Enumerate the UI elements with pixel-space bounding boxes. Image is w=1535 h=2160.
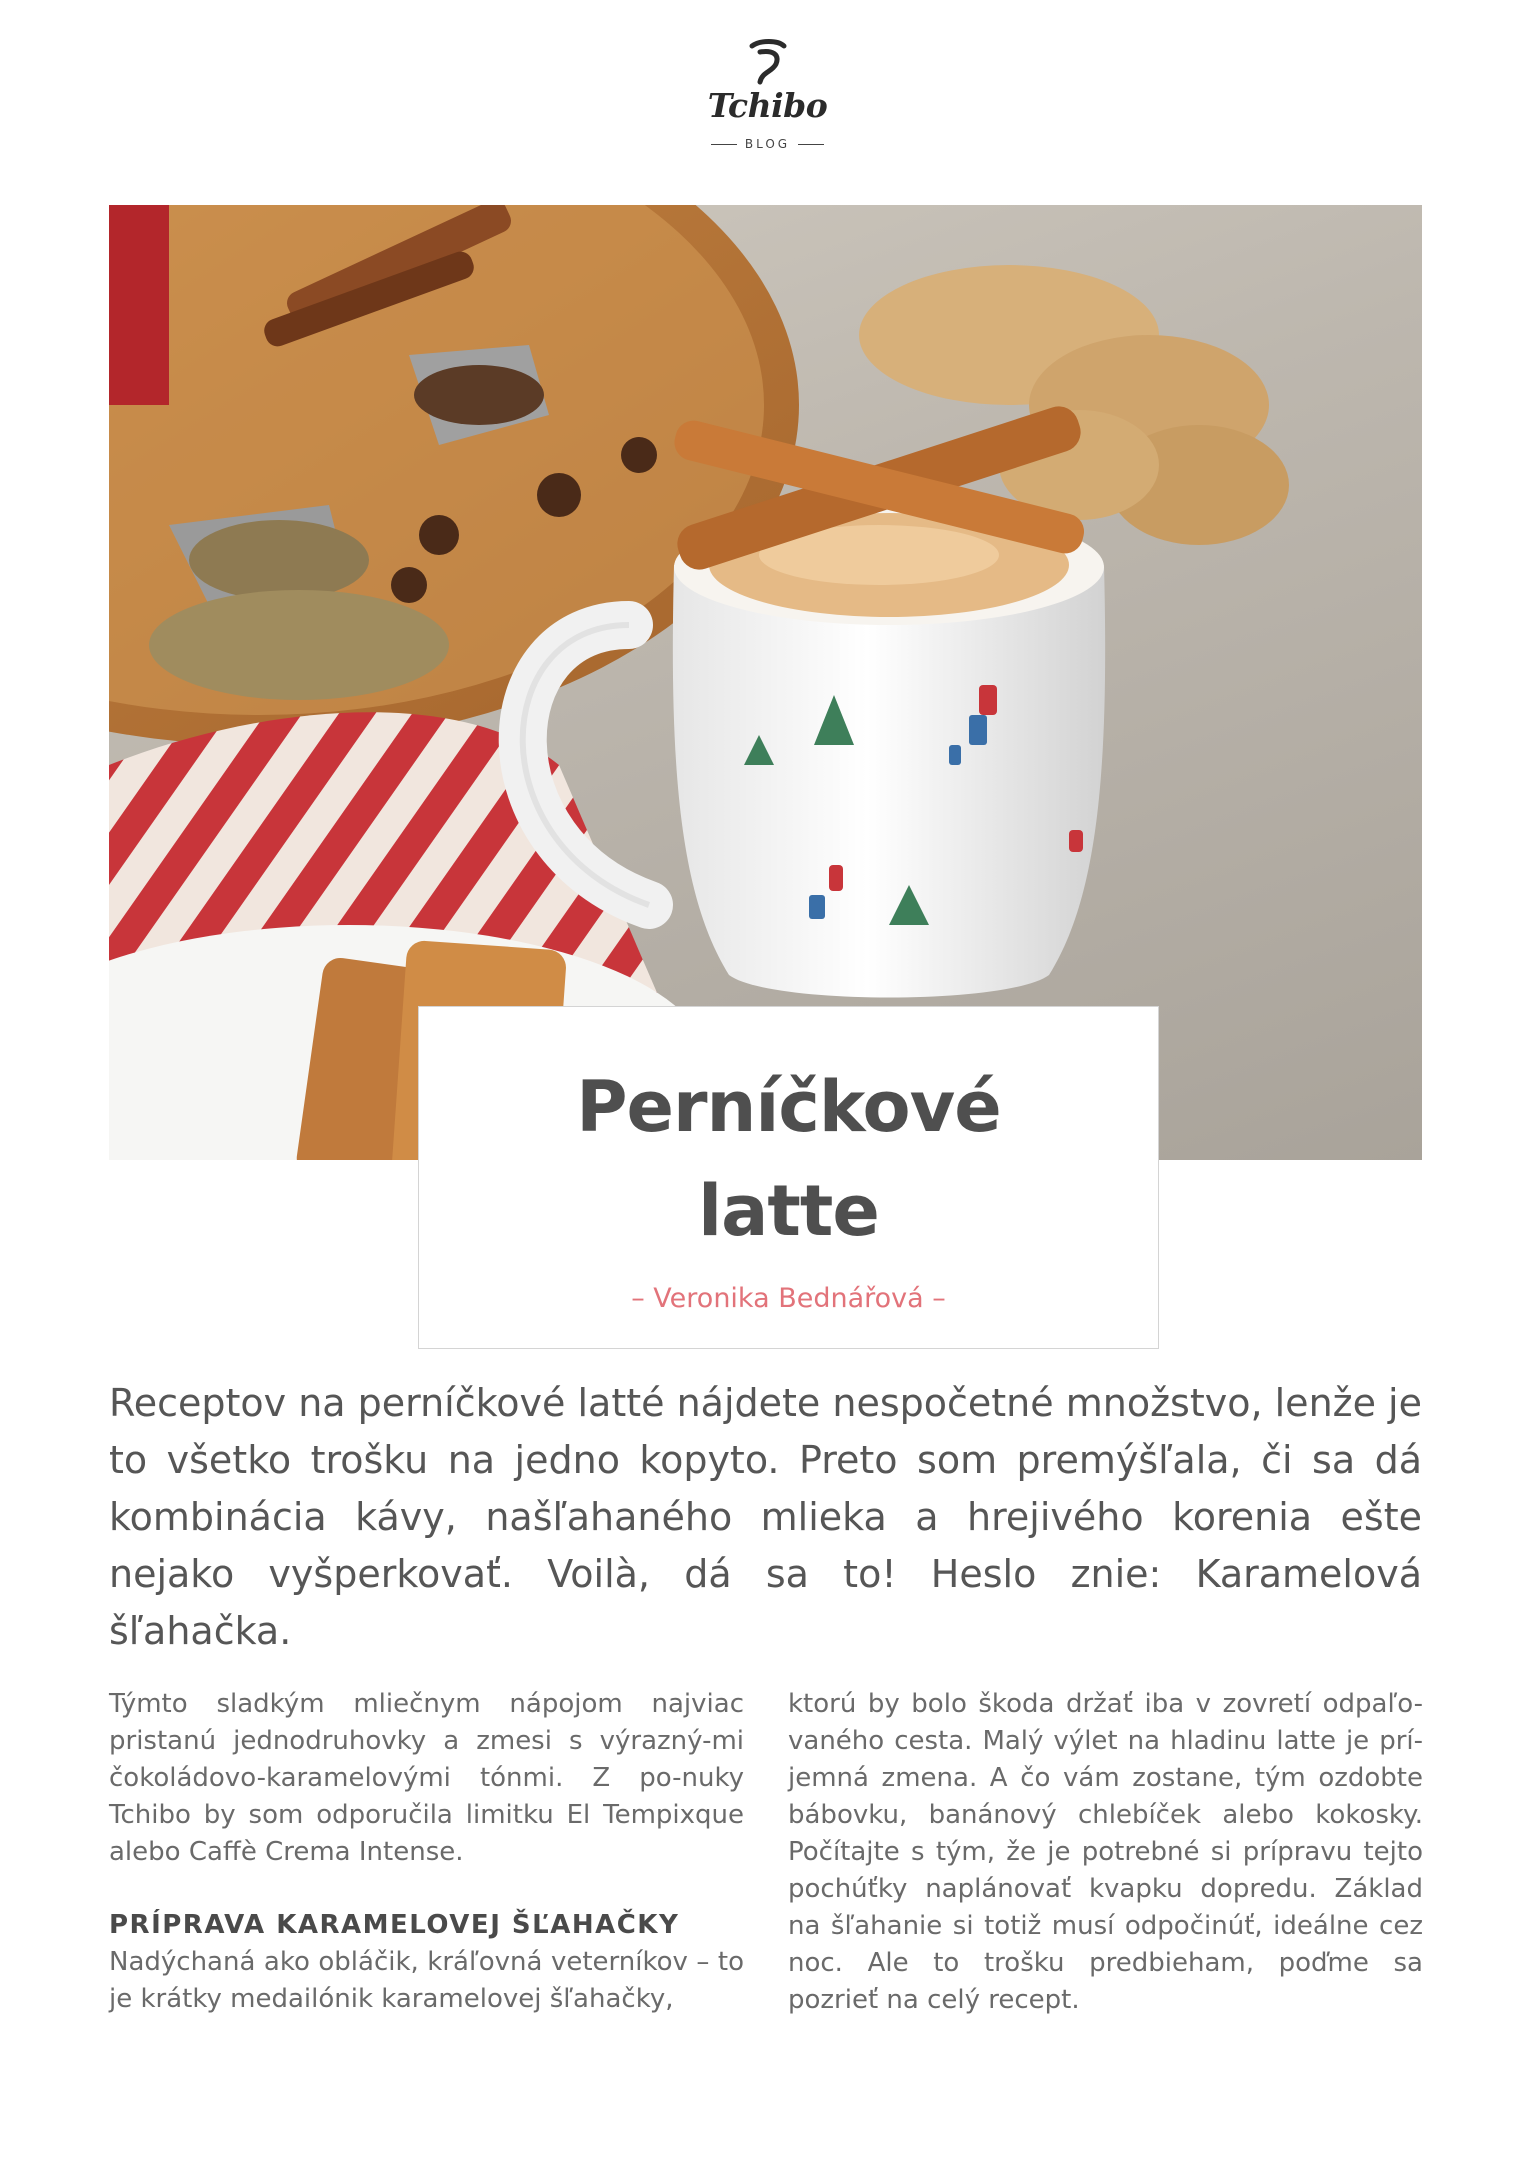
- tchibo-cup-icon: [738, 38, 798, 88]
- section-heading: PRÍPRAVA KARAMELOVEJ ŠĽAHAČKY: [109, 1910, 680, 1940]
- brand-wordmark: Tchibo: [707, 86, 828, 125]
- title-card: [418, 1006, 1159, 1349]
- body-column-right: [788, 1686, 1423, 2019]
- article-author: – Veronika Bednářová –: [631, 1283, 946, 1314]
- body-paragraph: Nadýchaná ako obláčik, kráľovná veterníkov – to je krátky medailónik karamelovej šľahačky,: [109, 1947, 744, 2014]
- article-lead: Receptov na perníčkové latté nájdete nespočetné množstvo, lenže je to všetko trošku na jedno kopyto. Preto som premýšľala, či sa dá kombinácia kávy, našľahaného mlieka a hrejivého korenia ešte nejako vyšperkovať. Voilà, dá sa to! Heslo znie: Karamelová šľahačka.: [109, 1381, 1422, 1653]
- body-column-left: [109, 1686, 744, 2018]
- article-title: Perníčkové latte: [576, 1066, 1001, 1252]
- body-paragraph: Týmto sladkým mliečnym nápojom najviac pristanú jednodruhovky a zmesi s výrazný-mi čokoládovo-karamelovými tónmi. Z po-nuky Tchibo by som odporučila limitku El Tempixque alebo Caffè Crema Intense.: [109, 1689, 744, 1867]
- body-paragraph: ktorú by bolo škoda držať iba v zovretí odpaľo-vaného cesta. Malý výlet na hladinu latte je prí-jemná zmena. A čo vám zostane, tým ozdobte bábovku, banánový chlebíček alebo kokosky. Počítajte s tým, že je potrebné si prípravu tejto pochúťky naplánovať kvapku dopredu. Základ na šľahanie si totiž musí odpočinúť, ideálne cez noc. Ale to trošku predbieham, poďme sa pozrieť na celý recept.: [788, 1689, 1423, 2015]
- blog-label: BLOG: [0, 137, 1535, 151]
